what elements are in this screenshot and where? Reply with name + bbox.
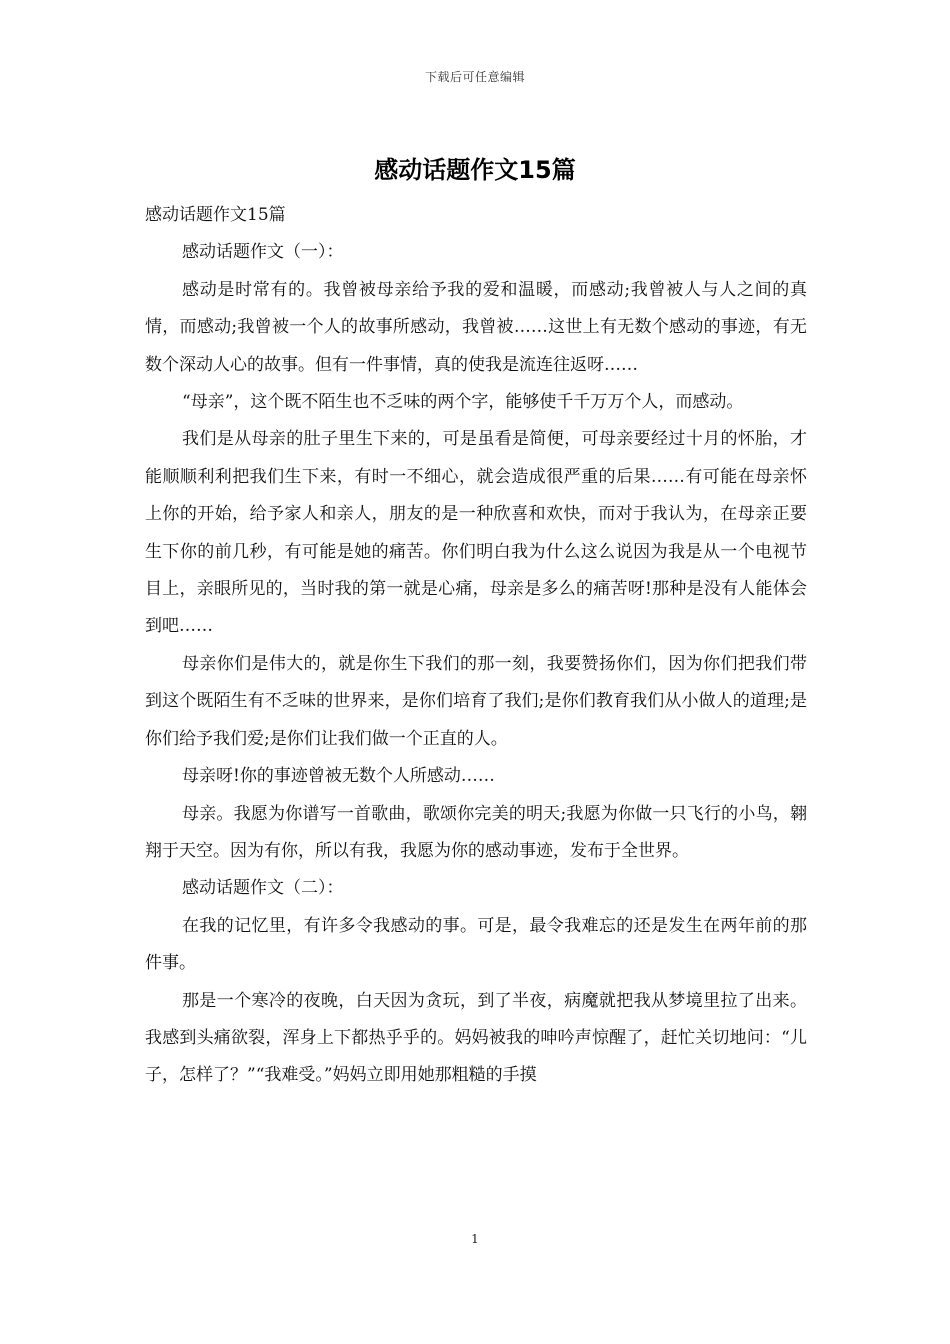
paragraph: 我们是从母亲的肚子里生下来的，可是虽看是简便，可母亲要经过十月的怀胎，才能顺顺利利把我们生下来，有时一不细心，就会造成很严重的后果……有可能在母亲怀上你的开始，给予家人和亲人，朋友的是一种欣喜和欢快，而对于我认为，在母亲正要生下你的前几秒，有可能是她的痛苦。你们明白我为什么这么说因为我是从一个电视节目上，亲眼所见的，当时我的第一就是心痛，母亲是多么的痛苦呀!那种是没有人能体会到吧…… bbox=[145, 429, 807, 637]
page-number: 1 bbox=[471, 1232, 479, 1246]
document-subtitle: 感动话题作文15篇 bbox=[145, 205, 286, 225]
paragraph: 感动是时常有的。我曾被母亲给予我的爱和温暖，而感动;我曾被人与人之间的真情，而感动;我曾被一个人的故事所感动，我曾被……这世上有无数个感动的事迹，有无数个深动人心的故事。但有一件事情，真的使我是流连往返呀…… bbox=[145, 279, 807, 375]
document-body bbox=[145, 197, 807, 1095]
paragraph: 在我的记忆里，有许多令我感动的事。可是，最令我难忘的还是发生在两年前的那件事。 bbox=[145, 915, 807, 974]
section-heading: 感动话题作文（一）： bbox=[182, 242, 344, 263]
paragraph: 母亲呀!你的事迹曾被无数个人所感动…… bbox=[182, 766, 495, 787]
header-note: 下载后可任意编辑 bbox=[424, 70, 525, 84]
section-heading: 感动话题作文（二）： bbox=[182, 878, 344, 899]
document-title: 感动话题作文15篇 bbox=[374, 156, 576, 184]
paragraph: 母亲你们是伟大的，就是你生下我们的那一刻，我要赞扬你们，因为你们把我们带到这个既陌生有不乏味的世界来，是你们培育了我们;是你们教育我们从小做人的道理;是你们给予我们爱;是你们让我们做一个正直的人。 bbox=[145, 653, 807, 749]
paragraph: 那是一个寒冷的夜晚，白天因为贪玩，到了半夜，病魔就把我从梦境里拉了出来。我感到头痛欲裂，浑身上下都热乎乎的。妈妈被我的呻吟声惊醒了，赶忙关切地问：“儿子，怎样了？”“我难受。”妈妈立即用她那粗糙的手摸 bbox=[145, 990, 807, 1086]
paragraph: 母亲。我愿为你谱写一首歌曲，歌颂你完美的明天;我愿为你做一只飞行的小鸟，翱翔于天空。因为有你，所以有我，我愿为你的感动事迹，发布于全世界。 bbox=[145, 803, 807, 861]
paragraph: “母亲”，这个既不陌生也不乏味的两个字，能够使千千万万个人，而感动。 bbox=[182, 392, 744, 413]
